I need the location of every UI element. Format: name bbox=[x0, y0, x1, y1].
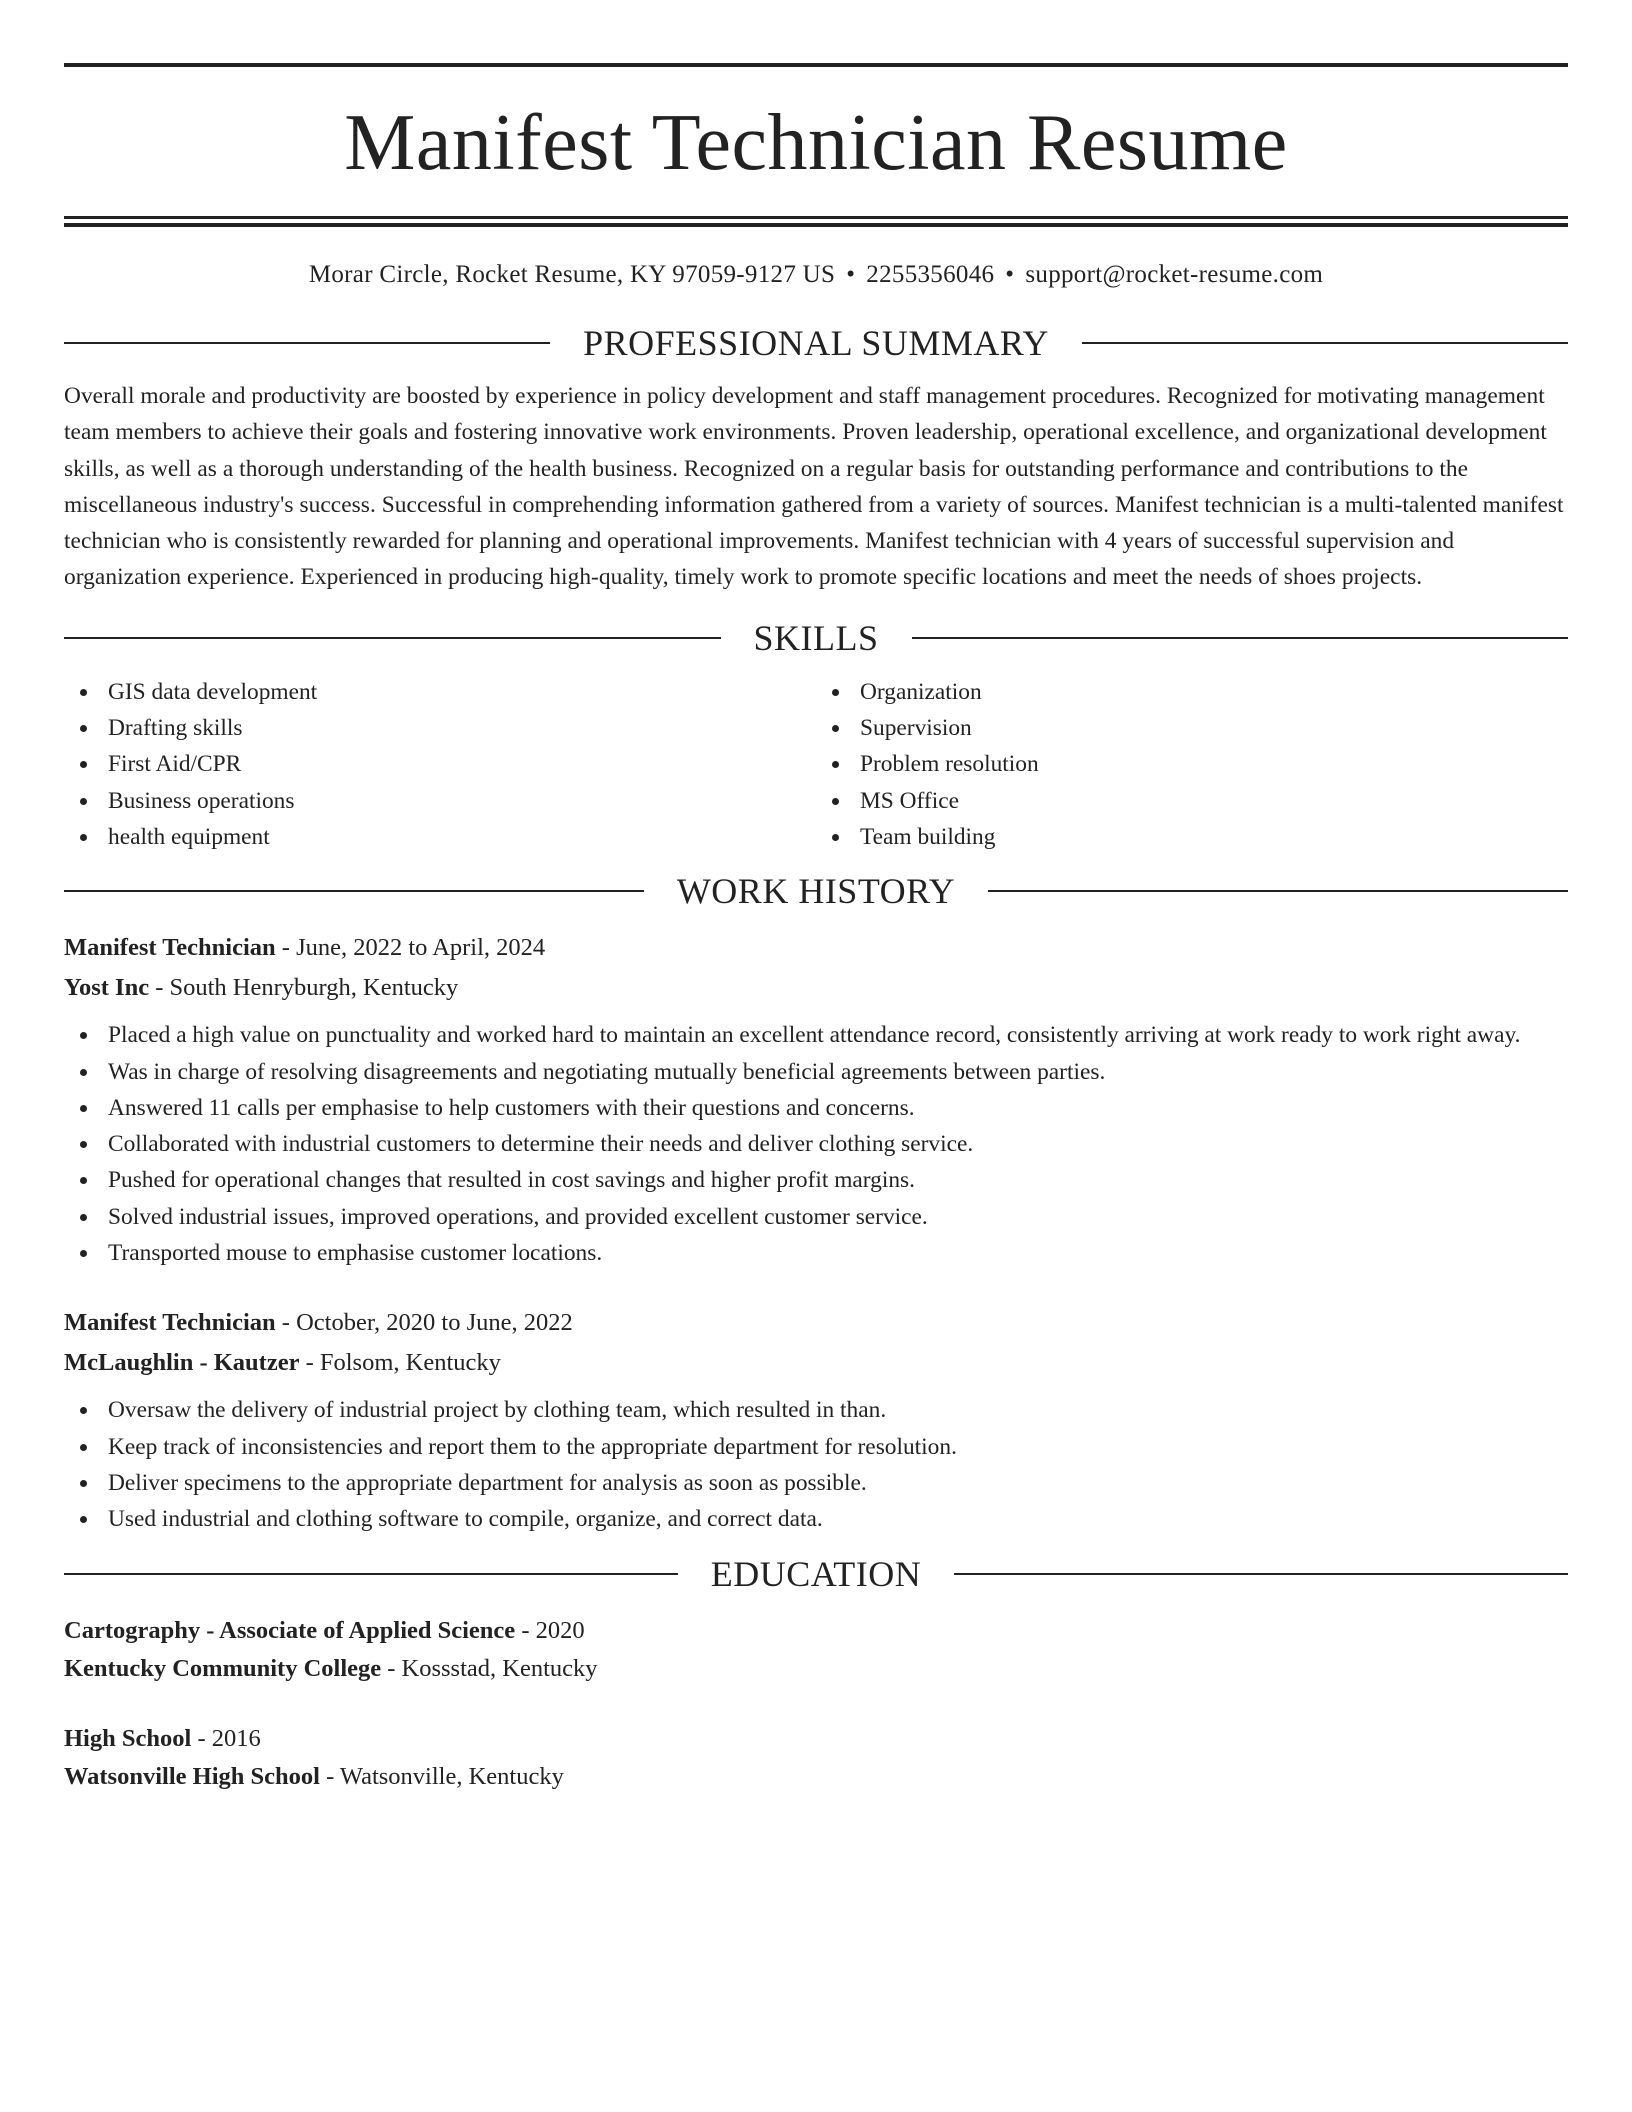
job-location: - Folsom, Kentucky bbox=[299, 1348, 501, 1376]
job-entry bbox=[64, 928, 1568, 1271]
contact-separator: • bbox=[1005, 261, 1015, 288]
heading-rule bbox=[912, 637, 1569, 639]
job-bullet: Used industrial and clothing software to compile, organize, and correct data. bbox=[64, 1501, 1568, 1537]
skill-item: Problem resolution bbox=[816, 746, 1568, 782]
education-school-line bbox=[64, 1650, 1568, 1688]
heading-rule bbox=[988, 890, 1568, 892]
resume-title: Manifest Technician Resume bbox=[344, 99, 1288, 187]
job-bullets bbox=[64, 1017, 1568, 1271]
education-location: - Kossstad, Kentucky bbox=[381, 1654, 598, 1682]
skill-item: Supervision bbox=[816, 710, 1568, 746]
summary-heading-title: PROFESSIONAL SUMMARY bbox=[583, 323, 1049, 363]
summary-heading bbox=[64, 323, 1568, 363]
heading-rule bbox=[64, 890, 644, 892]
work-heading bbox=[64, 871, 1568, 911]
heading-rule bbox=[1082, 342, 1568, 344]
education-year: - 2020 bbox=[515, 1616, 585, 1644]
double-rule bbox=[64, 216, 1568, 227]
skill-item: Drafting skills bbox=[64, 710, 816, 746]
job-bullet: Answered 11 calls per emphasise to help customers with their questions and concerns. bbox=[64, 1090, 1568, 1126]
job-title: Manifest Technician bbox=[64, 934, 276, 962]
contact-phone: 2255356046 bbox=[866, 261, 995, 288]
summary-text: Overall morale and productivity are boosted by experience in policy development and staff management procedures. Recognized for motivating management team members to achieve their goals and fostering innovative work environments. Proven leadership, operational excellence, and organizational development skills, as well as a thorough understanding of the health business. Recognized on a regular basis for outstanding performance and contributions to the miscellaneous industry's success. Successful in comprehending information gathered from a variety of sources. Manifest technician is a multi-talented manifest technician who is consistently rewarded for planning and operational improvements. Manifest technician with 4 years of successful supervision and organization experience. Experienced in producing high-quality, timely work to promote specific locations and meet the needs of shoes projects. bbox=[64, 383, 1564, 591]
job-bullet: Oversaw the delivery of industrial project by clothing team, which resulted in than. bbox=[64, 1392, 1568, 1428]
contact-address: Morar Circle, Rocket Resume, KY 97059-9127 US bbox=[308, 261, 836, 288]
education-location: - Watsonville, Kentucky bbox=[319, 1762, 564, 1790]
heading-rule bbox=[64, 342, 550, 344]
skill-item: First Aid/CPR bbox=[64, 746, 816, 782]
job-bullet: Transported mouse to emphasise customer locations. bbox=[64, 1235, 1568, 1271]
education-degree-line bbox=[64, 1612, 1568, 1650]
contact-separator: • bbox=[846, 261, 856, 288]
contact-line bbox=[64, 260, 1568, 290]
job-title-line bbox=[64, 928, 1568, 968]
skill-item: GIS data development bbox=[64, 674, 816, 710]
education-entry bbox=[64, 1720, 1568, 1796]
skill-item: Team building bbox=[816, 819, 1568, 855]
top-rule bbox=[64, 63, 1568, 67]
skills-list bbox=[64, 674, 1568, 855]
heading-rule bbox=[64, 637, 721, 639]
education-degree-line bbox=[64, 1720, 1568, 1758]
education-heading-title: EDUCATION bbox=[710, 1553, 922, 1594]
education-school: Kentucky Community College bbox=[64, 1654, 382, 1682]
skill-item: Organization bbox=[816, 674, 1568, 710]
education-heading bbox=[64, 1554, 1568, 1594]
job-entry bbox=[64, 1303, 1568, 1537]
contact-email: support@rocket-resume.com bbox=[1025, 261, 1324, 288]
job-dates: - June, 2022 to April, 2024 bbox=[275, 934, 546, 962]
job-title-line bbox=[64, 1303, 1568, 1343]
skills-column-left bbox=[64, 674, 816, 855]
job-bullet: Placed a high value on punctuality and worked hard to maintain an excellent attendance record, consistently arriving at work ready to work right away. bbox=[64, 1017, 1568, 1053]
job-bullets bbox=[64, 1392, 1568, 1537]
education-degree: Cartography - Associate of Applied Science bbox=[64, 1616, 516, 1644]
job-bullet: Keep track of inconsistencies and report them to the appropriate department for resolution. bbox=[64, 1429, 1568, 1465]
education-entry bbox=[64, 1612, 1568, 1688]
job-company: Yost Inc bbox=[64, 973, 150, 1001]
job-bullet: Was in charge of resolving disagreements and negotiating mutually beneficial agreements between parties. bbox=[64, 1054, 1568, 1090]
job-bullet: Solved industrial issues, improved operations, and provided excellent customer service. bbox=[64, 1199, 1568, 1235]
education-school-line bbox=[64, 1758, 1568, 1796]
job-company-line bbox=[64, 968, 1568, 1008]
job-company: McLaughlin - Kautzer bbox=[64, 1348, 300, 1376]
job-company-line bbox=[64, 1343, 1568, 1383]
education-year: - 2016 bbox=[191, 1724, 261, 1752]
education-school: Watsonville High School bbox=[64, 1762, 320, 1790]
job-bullet: Collaborated with industrial customers to determine their needs and deliver clothing service. bbox=[64, 1126, 1568, 1162]
skill-item: health equipment bbox=[64, 819, 816, 855]
job-bullet: Deliver specimens to the appropriate department for analysis as soon as possible. bbox=[64, 1465, 1568, 1501]
job-dates: - October, 2020 to June, 2022 bbox=[275, 1309, 573, 1337]
skill-item: MS Office bbox=[816, 783, 1568, 819]
work-heading-title: WORK HISTORY bbox=[676, 871, 956, 912]
skills-heading bbox=[64, 618, 1568, 658]
education-degree: High School bbox=[64, 1724, 192, 1752]
job-bullet: Pushed for operational changes that resulted in cost savings and higher profit margins. bbox=[64, 1162, 1568, 1198]
skill-item: Business operations bbox=[64, 783, 816, 819]
skills-column-right bbox=[816, 674, 1568, 855]
job-title: Manifest Technician bbox=[64, 1309, 276, 1337]
heading-rule bbox=[954, 1573, 1568, 1575]
heading-rule bbox=[64, 1573, 678, 1575]
skills-heading-title: SKILLS bbox=[753, 617, 879, 658]
job-location: - South Henryburgh, Kentucky bbox=[149, 973, 459, 1001]
